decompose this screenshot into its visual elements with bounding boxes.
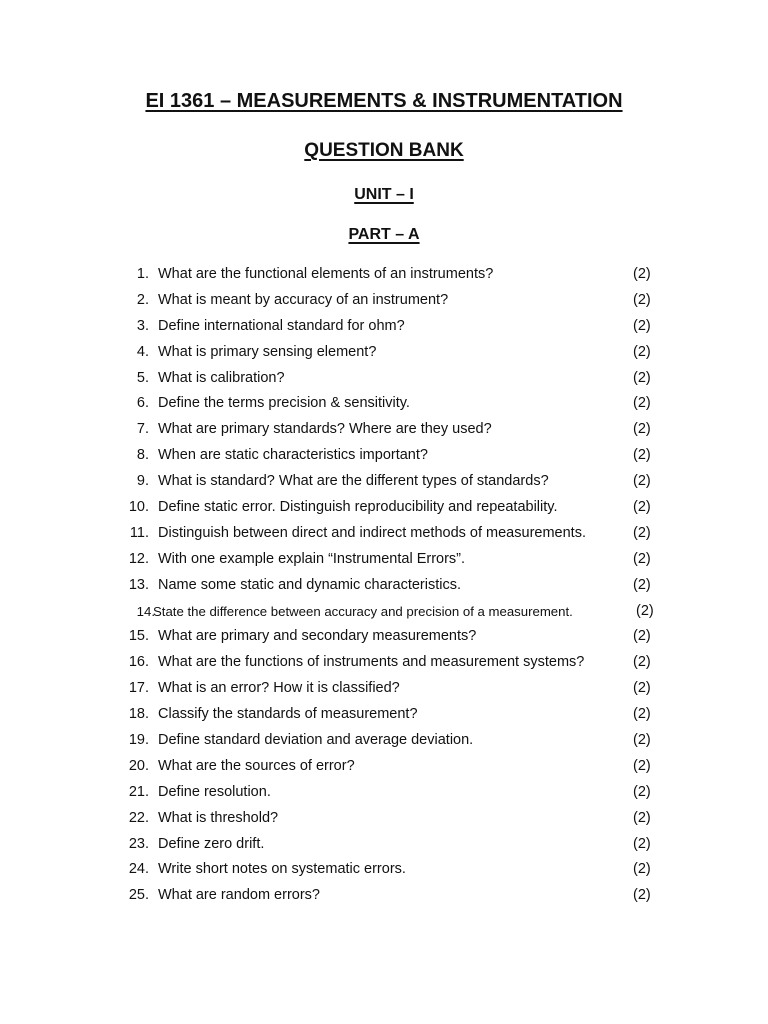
question-marks: (2) bbox=[636, 602, 654, 619]
question-item bbox=[0, 857, 768, 883]
question-text: What is primary sensing element? bbox=[158, 343, 377, 360]
question-text: What are the functional elements of an instruments? bbox=[158, 266, 494, 282]
question-number: 7. bbox=[136, 421, 149, 438]
question-text: Name some static and dynamic characteristics. bbox=[158, 576, 461, 593]
question-number: 17. bbox=[128, 680, 149, 697]
question-text: When are static characteristics important? bbox=[158, 447, 428, 464]
question-number: 18. bbox=[128, 706, 149, 723]
question-text: Define standard deviation and average deviation. bbox=[158, 732, 474, 749]
question-number: 9. bbox=[136, 473, 149, 490]
question-marks: (2) bbox=[633, 473, 651, 490]
question-number: 16. bbox=[128, 654, 149, 671]
question-marks: (2) bbox=[633, 266, 651, 282]
question-marks: (2) bbox=[633, 861, 651, 878]
question-text: Distinguish between direct and indirect methods of measurements. bbox=[158, 524, 586, 541]
question-text: With one example explain “Instrumental Errors”. bbox=[158, 550, 466, 567]
question-item bbox=[0, 754, 768, 780]
question-marks: (2) bbox=[633, 654, 651, 671]
course-title: EI 1361 – MEASUREMENTS & INSTRUMENTATION bbox=[145, 90, 623, 112]
question-text: Define zero drift. bbox=[158, 835, 265, 852]
question-item bbox=[0, 547, 768, 573]
question-text: State the difference between accuracy and precision of a measurement. bbox=[153, 603, 573, 619]
question-number: 4. bbox=[136, 343, 149, 360]
question-text: What is threshold? bbox=[158, 809, 279, 826]
question-item bbox=[0, 676, 768, 702]
question-number: 24. bbox=[128, 861, 149, 878]
question-item bbox=[0, 417, 768, 443]
question-item bbox=[0, 495, 768, 521]
question-item bbox=[0, 314, 768, 340]
question-number: 8. bbox=[136, 447, 149, 464]
question-text: What are primary and secondary measurements? bbox=[158, 628, 477, 645]
question-text: Define static error. Distinguish reproducibility and repeatability. bbox=[158, 499, 558, 516]
question-number: 14. bbox=[136, 603, 155, 619]
question-item bbox=[0, 599, 768, 625]
question-item bbox=[0, 443, 768, 469]
question-number: 21. bbox=[128, 783, 149, 800]
question-marks: (2) bbox=[633, 809, 651, 826]
question-number: 11. bbox=[129, 524, 149, 541]
question-text: What is an error? How it is classified? bbox=[158, 680, 400, 697]
question-text: Define the terms precision & sensitivity. bbox=[158, 395, 410, 412]
question-list bbox=[0, 262, 768, 909]
question-marks: (2) bbox=[633, 706, 651, 723]
question-marks: (2) bbox=[633, 524, 651, 541]
question-number: 5. bbox=[136, 369, 149, 386]
question-number: 10. bbox=[128, 499, 149, 516]
question-item bbox=[0, 469, 768, 495]
question-number: 15. bbox=[128, 628, 149, 645]
question-marks: (2) bbox=[633, 628, 651, 645]
question-marks: (2) bbox=[633, 291, 651, 308]
question-marks: (2) bbox=[633, 783, 651, 800]
question-number: 3. bbox=[136, 317, 149, 334]
question-marks: (2) bbox=[633, 343, 651, 360]
question-text: Write short notes on systematic errors. bbox=[158, 861, 406, 878]
question-text: What are random errors? bbox=[158, 887, 320, 904]
question-marks: (2) bbox=[633, 395, 651, 412]
question-marks: (2) bbox=[633, 421, 651, 438]
question-text: What is calibration? bbox=[158, 369, 285, 386]
question-marks: (2) bbox=[633, 317, 651, 334]
question-item bbox=[0, 573, 768, 599]
question-item bbox=[0, 806, 768, 832]
question-marks: (2) bbox=[633, 757, 651, 774]
question-item bbox=[0, 262, 768, 288]
part-heading: PART – A bbox=[348, 226, 420, 243]
question-number: 1. bbox=[136, 266, 149, 282]
question-marks: (2) bbox=[633, 887, 651, 904]
question-number: 20. bbox=[128, 757, 149, 774]
question-text: What are the functions of instruments and measurement systems? bbox=[158, 654, 585, 671]
question-marks: (2) bbox=[633, 499, 651, 516]
question-number: 22. bbox=[128, 809, 149, 826]
question-text: Define international standard for ohm? bbox=[158, 317, 405, 334]
question-number: 2. bbox=[136, 291, 149, 308]
question-text: What are the sources of error? bbox=[158, 757, 355, 774]
question-item bbox=[0, 391, 768, 417]
question-item bbox=[0, 832, 768, 858]
question-number: 6. bbox=[136, 395, 149, 412]
unit-heading: UNIT – I bbox=[354, 186, 414, 203]
question-text: What is standard? What are the different types of standards? bbox=[158, 473, 549, 490]
question-marks: (2) bbox=[633, 550, 651, 567]
question-marks: (2) bbox=[633, 369, 651, 386]
question-item bbox=[0, 702, 768, 728]
question-number: 13. bbox=[128, 576, 149, 593]
question-item bbox=[0, 728, 768, 754]
question-text: What is meant by accuracy of an instrument? bbox=[158, 291, 449, 308]
question-number: 25. bbox=[128, 887, 149, 904]
question-item bbox=[0, 624, 768, 650]
question-item bbox=[0, 650, 768, 676]
question-number: 23. bbox=[128, 835, 149, 852]
question-marks: (2) bbox=[633, 680, 651, 697]
question-marks: (2) bbox=[633, 835, 651, 852]
document-subtitle: QUESTION BANK bbox=[304, 140, 464, 161]
question-text: Classify the standards of measurement? bbox=[158, 706, 418, 723]
question-text: What are primary standards? Where are they used? bbox=[158, 421, 492, 438]
question-marks: (2) bbox=[633, 732, 651, 749]
question-item bbox=[0, 521, 768, 547]
question-marks: (2) bbox=[633, 576, 651, 593]
question-item bbox=[0, 340, 768, 366]
question-item bbox=[0, 883, 768, 909]
question-number: 19. bbox=[128, 732, 149, 749]
question-item bbox=[0, 780, 768, 806]
question-text: Define resolution. bbox=[158, 783, 271, 800]
question-number: 12. bbox=[128, 550, 149, 567]
question-item bbox=[0, 366, 768, 392]
question-item bbox=[0, 288, 768, 314]
question-marks: (2) bbox=[633, 447, 651, 464]
